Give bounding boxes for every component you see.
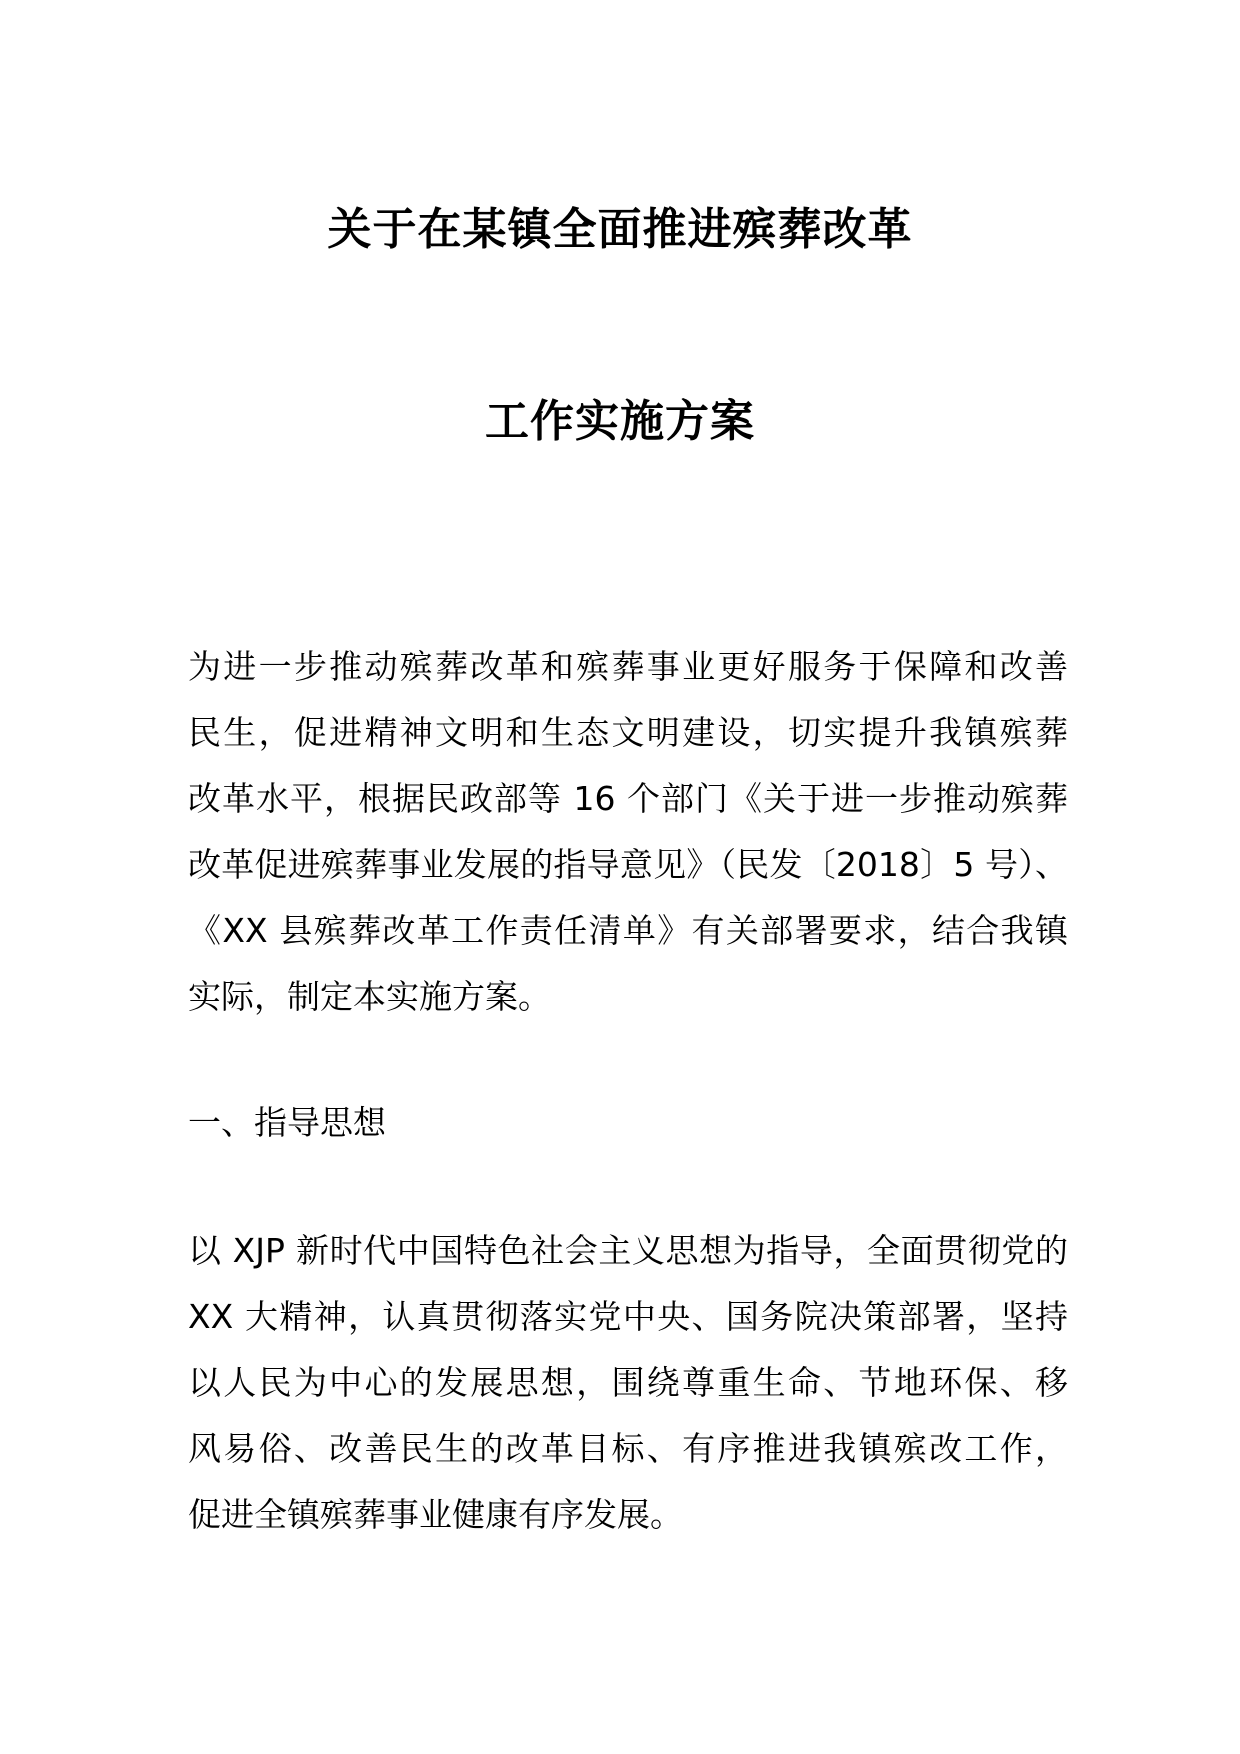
intro-line: 改革促进殡葬事业发展的指导意见》（民发〔2018〕5 号）、 bbox=[188, 845, 1068, 884]
guiding-ideology-paragraph bbox=[188, 1218, 1068, 1548]
intro-paragraph bbox=[188, 634, 1068, 1030]
intro-line: 实际，制定本实施方案。 bbox=[188, 977, 551, 1016]
paragraph-line: 促进全镇殡葬事业健康有序发展。 bbox=[188, 1495, 683, 1534]
intro-line: 民生，促进精神文明和生态文明建设，切实提升我镇殡葬 bbox=[188, 713, 1068, 752]
paragraph-line: 以 XJP 新时代中国特色社会主义思想为指导，全面贯彻党的 bbox=[188, 1231, 1068, 1270]
document-title-line-2: 工作实施方案 bbox=[485, 396, 755, 447]
document-title-line-1: 关于在某镇全面推进殡葬改革 bbox=[327, 204, 913, 255]
paragraph-line: 以人民为中心的发展思想，围绕尊重生命、节地环保、移 bbox=[188, 1363, 1068, 1402]
section-heading-text: 一、指导思想 bbox=[188, 1103, 386, 1142]
intro-line: 改革水平，根据民政部等 16 个部门《关于进一步推动殡葬 bbox=[188, 779, 1068, 818]
intro-line: 为进一步推动殡葬改革和殡葬事业更好服务于保障和改善 bbox=[188, 647, 1068, 686]
paragraph-line: XX 大精神，认真贯彻落实党中央、国务院决策部署，坚持 bbox=[188, 1297, 1068, 1336]
section-heading bbox=[188, 1090, 1068, 1156]
paragraph-line: 风易俗、改善民生的改革目标、有序推进我镇殡改工作， bbox=[188, 1429, 1068, 1468]
intro-line: 《XX 县殡葬改革工作责任清单》有关部署要求，结合我镇 bbox=[188, 911, 1068, 950]
